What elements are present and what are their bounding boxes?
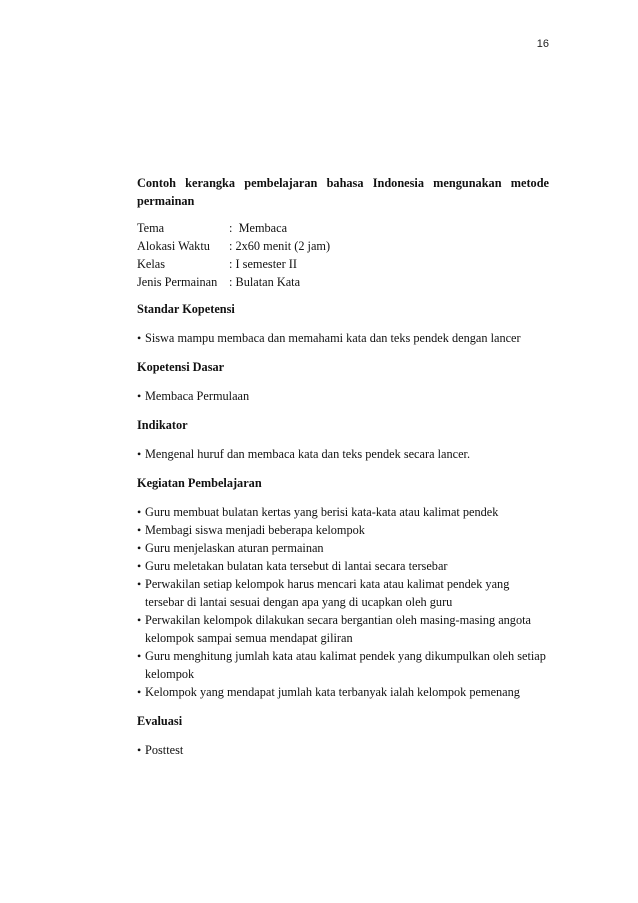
section-heading-evaluasi: Evaluasi bbox=[137, 714, 183, 728]
meta-value: : Bulatan Kata bbox=[229, 275, 301, 289]
title-line-2: permainan bbox=[137, 194, 195, 208]
meta-label: Alokasi Waktu bbox=[137, 239, 210, 253]
kopetensi-dasar-list bbox=[137, 387, 549, 405]
list-item bbox=[137, 647, 549, 683]
section-heading-standar-kopetensi: Standar Kopetensi bbox=[137, 302, 235, 316]
list-item bbox=[137, 329, 549, 347]
lesson-meta bbox=[137, 219, 549, 291]
section-heading-kegiatan-pembelajaran: Kegiatan Pembelajaran bbox=[137, 476, 262, 490]
section-heading-indikator: Indikator bbox=[137, 418, 188, 432]
bullet-icon: • bbox=[137, 541, 142, 555]
list-item bbox=[137, 557, 549, 575]
bullet-icon: • bbox=[137, 613, 142, 627]
kegiatan-pembelajaran-list bbox=[137, 503, 549, 701]
list-item bbox=[137, 539, 549, 557]
list-item bbox=[137, 387, 549, 405]
meta-value: : 2x60 menit (2 jam) bbox=[229, 239, 331, 253]
bullet-icon: • bbox=[137, 523, 142, 537]
bullet-icon: • bbox=[137, 743, 142, 757]
list-item-text: Perwakilan kelompok dilakukan secara bergantian oleh masing-masing angota kelompok sampai semua mendapat giliran bbox=[145, 613, 531, 645]
list-item-text: Guru menjelaskan aturan permainan bbox=[145, 541, 324, 555]
meta-row-tema bbox=[137, 219, 549, 237]
list-item-text: Posttest bbox=[145, 743, 184, 757]
document-title bbox=[137, 174, 549, 210]
bullet-icon: • bbox=[137, 331, 142, 345]
list-item bbox=[137, 445, 549, 463]
list-item-text: Membaca Permulaan bbox=[145, 389, 250, 403]
meta-row-kelas bbox=[137, 255, 549, 273]
bullet-icon: • bbox=[137, 559, 142, 573]
section-heading-kopetensi-dasar: Kopetensi Dasar bbox=[137, 360, 225, 374]
bullet-icon: • bbox=[137, 577, 142, 591]
standar-kopetensi-list bbox=[137, 329, 549, 347]
bullet-icon: • bbox=[137, 649, 142, 663]
list-item bbox=[137, 521, 549, 539]
list-item-text: Guru membuat bulatan kertas yang berisi kata-kata atau kalimat pendek bbox=[145, 505, 499, 519]
meta-value: : Membaca bbox=[229, 221, 288, 235]
page-number: 16 bbox=[536, 38, 549, 50]
bullet-icon: • bbox=[137, 389, 142, 403]
bullet-icon: • bbox=[137, 505, 142, 519]
meta-row-alokasi-waktu bbox=[137, 237, 549, 255]
meta-row-jenis-permainan bbox=[137, 273, 549, 291]
document-body bbox=[137, 174, 549, 770]
list-item-text: Perwakilan setiap kelompok harus mencari kata atau kalimat pendek yang tersebar di lantai sesuai dengan apa yang di ucapkan oleh guru bbox=[145, 577, 510, 609]
meta-value: : I semester II bbox=[229, 257, 297, 271]
list-item-text: Mengenal huruf dan membaca kata dan teks pendek secara lancer. bbox=[145, 447, 471, 461]
meta-label: Kelas bbox=[137, 257, 165, 271]
list-item-text: Siswa mampu membaca dan memahami kata dan teks pendek dengan lancer bbox=[145, 331, 521, 345]
bullet-icon: • bbox=[137, 447, 142, 461]
list-item-text: Guru meletakan bulatan kata tersebut di lantai secara tersebar bbox=[145, 559, 448, 573]
list-item bbox=[137, 683, 549, 701]
bullet-icon: • bbox=[137, 685, 142, 699]
list-item bbox=[137, 575, 549, 611]
indikator-list bbox=[137, 445, 549, 463]
meta-label: Jenis Permainan bbox=[137, 275, 218, 289]
list-item bbox=[137, 611, 549, 647]
evaluasi-list bbox=[137, 741, 549, 759]
title-line-1: Contoh kerangka pembelajaran bahasa Indonesia mengunakan metode bbox=[137, 176, 549, 190]
list-item-text: Guru menghitung jumlah kata atau kalimat pendek yang dikumpulkan oleh setiap kelompok bbox=[145, 649, 546, 681]
meta-label: Tema bbox=[137, 221, 165, 235]
list-item-text: Kelompok yang mendapat jumlah kata terbanyak ialah kelompok pemenang bbox=[145, 685, 520, 699]
list-item bbox=[137, 741, 549, 759]
list-item bbox=[137, 503, 549, 521]
list-item-text: Membagi siswa menjadi beberapa kelompok bbox=[145, 523, 365, 537]
